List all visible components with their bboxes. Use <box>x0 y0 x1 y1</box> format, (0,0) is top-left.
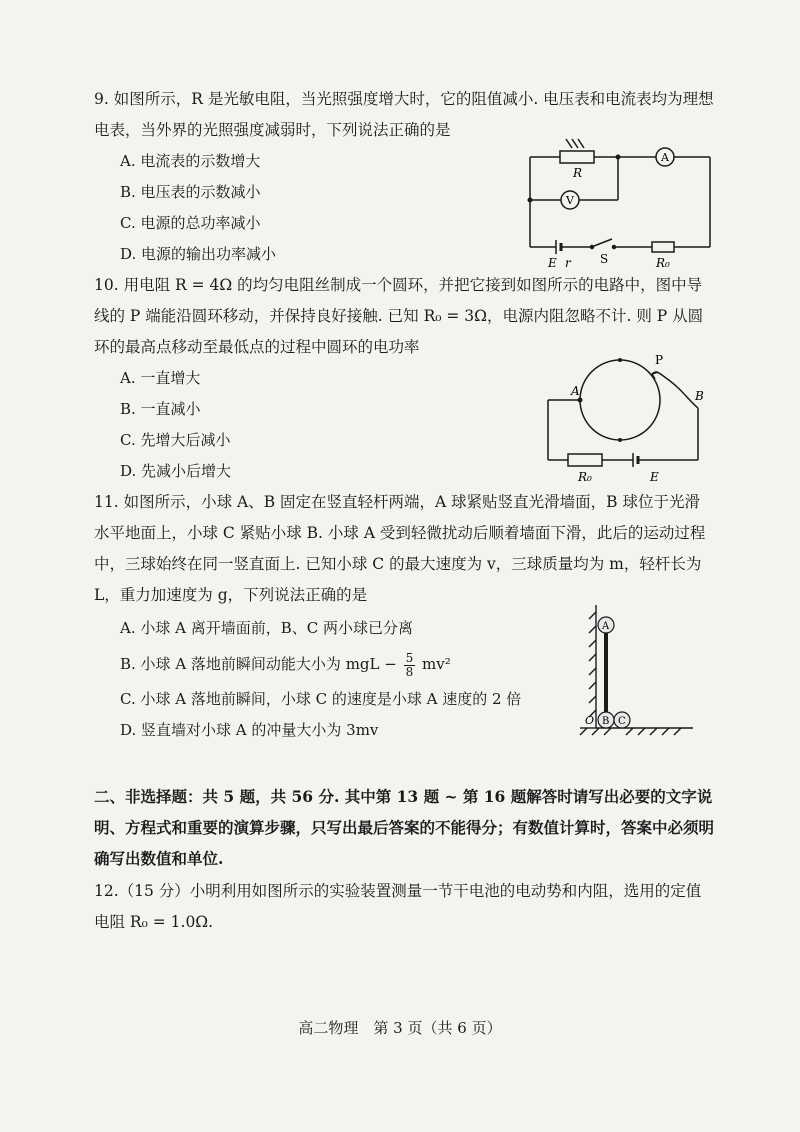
question-9-circuit-diagram <box>520 135 720 270</box>
label-b: B <box>695 389 704 403</box>
question-10-option-a: A. 一直增大 <box>120 369 201 387</box>
fraction-denominator: 8 <box>405 664 414 679</box>
fraction-numerator: 5 <box>405 650 414 665</box>
label-p: P <box>655 353 664 367</box>
question-9-option-a: A. 电流表的示数增大 <box>120 152 261 170</box>
label-s: S <box>600 252 609 266</box>
question-10-ring-circuit-diagram <box>538 350 718 485</box>
ball-c-label: C <box>618 716 626 727</box>
question-10-option-b: B. 一直减小 <box>120 400 201 418</box>
voltmeter-label: V <box>566 194 574 207</box>
question-11-option-a: A. 小球 A 离开墙面前，B、C 两小球已分离 <box>120 619 414 637</box>
question-11-rod-diagram <box>568 600 698 740</box>
question-10-stem: 10. 用电阻 R = 4Ω 的均匀电阻丝制成一个圆环，并把它接到如图所示的电路中，图中导线的 P 端能沿圆环移动，并保持良好接触. 已知 R₀ = 3Ω，电源内阻忽略不计. 则 P 从圆环的最高点移动至最低点的过程中圆环的电功率 <box>94 276 704 356</box>
label-r: R <box>573 166 583 180</box>
question-9-option-b: B. 电压表的示数减小 <box>120 183 261 201</box>
section-2-text: 二、非选择题：共 5 题，共 56 分. 其中第 13 题 ~ 第 16 题解答时请写出必要的文字说明、方程式和重要的演算步骤，只写出最后答案的不能得分；有数值计算时，答案中必须明确写出数值和单位. <box>94 787 715 868</box>
label-internal-r: r <box>565 256 571 270</box>
question-9-option-d: D. 电源的输出功率减小 <box>120 245 277 263</box>
question-11-option-c: C. 小球 A 落地前瞬间，小球 C 的速度是小球 A 速度的 2 倍 <box>120 690 522 708</box>
label-a: A <box>571 384 580 398</box>
label-r0: R₀ <box>578 470 592 484</box>
label-e: E <box>548 256 557 270</box>
option-b-text: B. 小球 A 落地前瞬间动能大小为 mgL − <box>120 655 397 673</box>
question-10-option-c: C. 先增大后减小 <box>120 431 231 449</box>
question-11-option-d: D. 竖直墙对小球 A 的冲量大小为 3mv <box>120 721 379 739</box>
question-11-stem: 11. 如图所示，小球 A、B 固定在竖直轻杆两端，A 球紧贴竖直光滑墙面，B 球位于光滑水平地面上，小球 C 紧贴小球 B. 小球 A 受到轻微扰动后顺着墙面下滑，此后的运动过程中，三球始终在同一竖直面上. 已知小球 C 的最大速度为 v，三球质量均为 m，轻杆长为 L，重力加速度为 g，下列说法正确的是 <box>94 493 706 604</box>
origin-label: O <box>585 714 595 727</box>
question-10-option-d: D. 先减小后增大 <box>120 462 232 480</box>
question-12-stem: 12.（15 分）小明利用如图所示的实验装置测量一节干电池的电动势和内阻，选用的定值电阻 R₀ = 1.0Ω. <box>94 882 702 931</box>
question-9-option-c: C. 电源的总功率减小 <box>120 214 261 232</box>
option-b-tail: mv² <box>422 655 451 673</box>
label-e: E <box>650 470 659 484</box>
ammeter-label: A <box>661 151 669 164</box>
option-b-fraction <box>404 652 416 679</box>
page-footer: 高二物理 第 3 页（共 6 页） <box>298 1019 502 1037</box>
ball-b-label: B <box>602 716 610 727</box>
question-9-stem: 9. 如图所示，R 是光敏电阻，当光照强度增大时，它的阻值减小. 电压表和电流表均为理想电表，当外界的光照强度减弱时，下列说法正确的是 <box>94 90 714 139</box>
question-12 <box>94 876 714 938</box>
section-2-heading <box>94 781 714 874</box>
label-r0: R₀ <box>656 256 670 270</box>
ball-a-label: A <box>602 621 610 632</box>
